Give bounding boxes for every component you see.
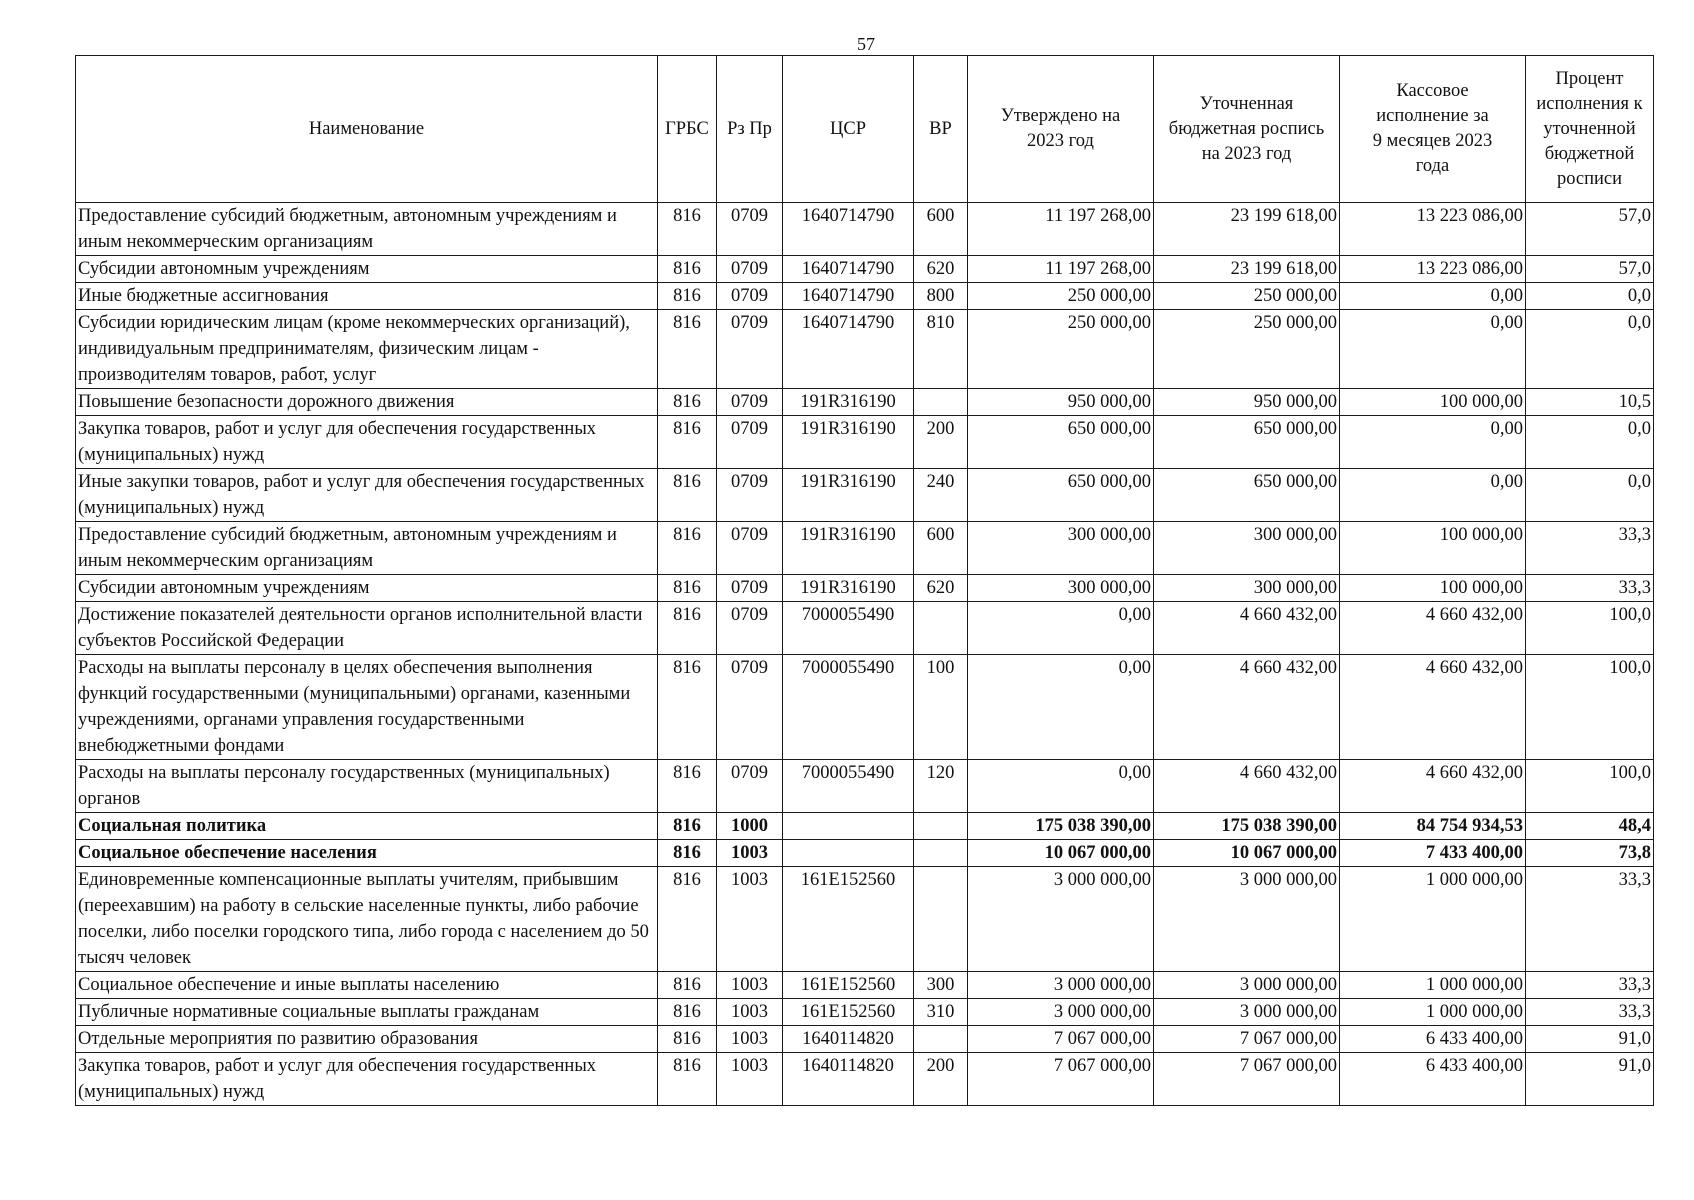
row-cash: 100 000,00 xyxy=(1340,575,1526,602)
row-vr xyxy=(914,867,968,972)
row-name: Предоставление субсидий бюджетным, автономным учреждениям и иным некоммерческим организациям xyxy=(76,203,658,256)
row-cash: 0,00 xyxy=(1340,283,1526,310)
row-cash: 0,00 xyxy=(1340,469,1526,522)
row-approved: 0,00 xyxy=(968,760,1154,813)
row-refined: 650 000,00 xyxy=(1154,416,1340,469)
row-vr xyxy=(914,813,968,840)
row-vr: 600 xyxy=(914,203,968,256)
row-approved: 7 067 000,00 xyxy=(968,1026,1154,1053)
row-name: Предоставление субсидий бюджетным, автономным учреждениям и иным некоммерческим организациям xyxy=(76,522,658,575)
row-name: Повышение безопасности дорожного движения xyxy=(76,389,658,416)
row-rzpr: 0709 xyxy=(717,602,783,655)
row-csr xyxy=(783,813,914,840)
row-csr: 191R316190 xyxy=(783,389,914,416)
table-row xyxy=(76,416,1654,469)
row-grbs: 816 xyxy=(658,840,717,867)
row-grbs: 816 xyxy=(658,1053,717,1106)
row-refined: 250 000,00 xyxy=(1154,283,1340,310)
table-row xyxy=(76,655,1654,760)
row-csr: 161E152560 xyxy=(783,999,914,1026)
row-grbs: 816 xyxy=(658,813,717,840)
row-vr: 240 xyxy=(914,469,968,522)
row-refined: 950 000,00 xyxy=(1154,389,1340,416)
row-csr: 191R316190 xyxy=(783,416,914,469)
row-percent: 0,0 xyxy=(1526,283,1654,310)
row-rzpr: 0709 xyxy=(717,256,783,283)
row-refined: 4 660 432,00 xyxy=(1154,760,1340,813)
row-name: Субсидии автономным учреждениям xyxy=(76,575,658,602)
row-cash: 84 754 934,53 xyxy=(1340,813,1526,840)
row-rzpr: 0709 xyxy=(717,469,783,522)
table-row xyxy=(76,1053,1654,1106)
row-cash: 100 000,00 xyxy=(1340,389,1526,416)
row-percent: 91,0 xyxy=(1526,1053,1654,1106)
row-rzpr: 0709 xyxy=(717,389,783,416)
header-refined: Уточненная бюджетная роспись на 2023 год xyxy=(1154,56,1340,203)
row-grbs: 816 xyxy=(658,602,717,655)
row-refined: 300 000,00 xyxy=(1154,522,1340,575)
row-rzpr: 1000 xyxy=(717,813,783,840)
row-rzpr: 0709 xyxy=(717,760,783,813)
row-vr: 620 xyxy=(914,256,968,283)
row-name: Субсидии юридическим лицам (кроме некоммерческих организаций), индивидуальным предпринимателям, физическим лицам - производителям товаров, работ, услуг xyxy=(76,310,658,389)
row-refined: 23 199 618,00 xyxy=(1154,203,1340,256)
table-row xyxy=(76,972,1654,999)
row-grbs: 816 xyxy=(658,389,717,416)
row-approved: 10 067 000,00 xyxy=(968,840,1154,867)
table-row xyxy=(76,760,1654,813)
row-vr: 100 xyxy=(914,655,968,760)
row-name: Единовременные компенсационные выплаты учителям, прибывшим (переехавшим) на работу в сельские населенные пункты, либо рабочие поселки, либо поселки городского типа, либо города с населением до 50 тысяч человек xyxy=(76,867,658,972)
row-name: Публичные нормативные социальные выплаты гражданам xyxy=(76,999,658,1026)
row-percent: 100,0 xyxy=(1526,655,1654,760)
row-vr: 120 xyxy=(914,760,968,813)
row-rzpr: 1003 xyxy=(717,867,783,972)
header-rzpr: Рз Пр xyxy=(717,56,783,203)
table-row xyxy=(76,522,1654,575)
row-csr: 1640114820 xyxy=(783,1053,914,1106)
row-rzpr: 1003 xyxy=(717,1026,783,1053)
row-cash: 4 660 432,00 xyxy=(1340,655,1526,760)
row-approved: 3 000 000,00 xyxy=(968,972,1154,999)
row-rzpr: 0709 xyxy=(717,522,783,575)
row-name: Социальное обеспечение населения xyxy=(76,840,658,867)
row-percent: 33,3 xyxy=(1526,999,1654,1026)
row-csr: 7000055490 xyxy=(783,602,914,655)
row-approved: 3 000 000,00 xyxy=(968,867,1154,972)
row-vr xyxy=(914,389,968,416)
row-cash: 6 433 400,00 xyxy=(1340,1026,1526,1053)
row-csr: 191R316190 xyxy=(783,575,914,602)
row-percent: 33,3 xyxy=(1526,972,1654,999)
row-rzpr: 0709 xyxy=(717,416,783,469)
row-csr: 191R316190 xyxy=(783,469,914,522)
row-cash: 4 660 432,00 xyxy=(1340,602,1526,655)
header-csr: ЦСР xyxy=(783,56,914,203)
row-csr: 7000055490 xyxy=(783,655,914,760)
row-vr xyxy=(914,602,968,655)
row-vr: 620 xyxy=(914,575,968,602)
row-vr: 310 xyxy=(914,999,968,1026)
row-grbs: 816 xyxy=(658,469,717,522)
row-refined: 3 000 000,00 xyxy=(1154,972,1340,999)
row-grbs: 816 xyxy=(658,760,717,813)
table-row xyxy=(76,575,1654,602)
row-cash: 0,00 xyxy=(1340,310,1526,389)
row-refined: 7 067 000,00 xyxy=(1154,1026,1340,1053)
row-refined: 7 067 000,00 xyxy=(1154,1053,1340,1106)
header-grbs: ГРБС xyxy=(658,56,717,203)
row-csr: 1640714790 xyxy=(783,256,914,283)
row-percent: 0,0 xyxy=(1526,310,1654,389)
row-percent: 0,0 xyxy=(1526,416,1654,469)
row-rzpr: 0709 xyxy=(717,575,783,602)
row-rzpr: 0709 xyxy=(717,203,783,256)
row-refined: 300 000,00 xyxy=(1154,575,1340,602)
row-percent: 33,3 xyxy=(1526,867,1654,972)
row-percent: 73,8 xyxy=(1526,840,1654,867)
row-approved: 650 000,00 xyxy=(968,416,1154,469)
header-approved: Утверждено на 2023 год xyxy=(968,56,1154,203)
row-cash: 6 433 400,00 xyxy=(1340,1053,1526,1106)
row-cash: 0,00 xyxy=(1340,416,1526,469)
row-name: Расходы на выплаты персоналу в целях обеспечения выполнения функций государственными (муниципальными) органами, казенными учреждениями, органами управления государственными внебюджетными фондами xyxy=(76,655,658,760)
row-vr xyxy=(914,840,968,867)
row-percent: 100,0 xyxy=(1526,760,1654,813)
row-approved: 11 197 268,00 xyxy=(968,203,1154,256)
row-refined: 4 660 432,00 xyxy=(1154,655,1340,760)
row-grbs: 816 xyxy=(658,203,717,256)
row-vr: 600 xyxy=(914,522,968,575)
row-cash: 100 000,00 xyxy=(1340,522,1526,575)
row-grbs: 816 xyxy=(658,655,717,760)
row-grbs: 816 xyxy=(658,256,717,283)
row-refined: 3 000 000,00 xyxy=(1154,867,1340,972)
row-cash: 13 223 086,00 xyxy=(1340,203,1526,256)
row-cash: 13 223 086,00 xyxy=(1340,256,1526,283)
row-refined: 650 000,00 xyxy=(1154,469,1340,522)
row-grbs: 816 xyxy=(658,522,717,575)
row-vr: 300 xyxy=(914,972,968,999)
row-rzpr: 1003 xyxy=(717,972,783,999)
row-rzpr: 1003 xyxy=(717,999,783,1026)
row-name: Субсидии автономным учреждениям xyxy=(76,256,658,283)
row-approved: 175 038 390,00 xyxy=(968,813,1154,840)
row-grbs: 816 xyxy=(658,1026,717,1053)
header-name: Наименование xyxy=(76,56,658,203)
row-grbs: 816 xyxy=(658,416,717,469)
table-row xyxy=(76,283,1654,310)
table-row xyxy=(76,389,1654,416)
row-rzpr: 1003 xyxy=(717,840,783,867)
row-refined: 10 067 000,00 xyxy=(1154,840,1340,867)
row-percent: 0,0 xyxy=(1526,469,1654,522)
row-csr: 191R316190 xyxy=(783,522,914,575)
row-percent: 48,4 xyxy=(1526,813,1654,840)
row-percent: 100,0 xyxy=(1526,602,1654,655)
row-approved: 300 000,00 xyxy=(968,522,1154,575)
row-rzpr: 0709 xyxy=(717,655,783,760)
row-approved: 300 000,00 xyxy=(968,575,1154,602)
row-vr: 810 xyxy=(914,310,968,389)
row-name: Отдельные мероприятия по развитию образования xyxy=(76,1026,658,1053)
page-number: 57 xyxy=(857,34,875,54)
row-refined: 3 000 000,00 xyxy=(1154,999,1340,1026)
row-vr xyxy=(914,1026,968,1053)
row-csr xyxy=(783,840,914,867)
row-grbs: 816 xyxy=(658,867,717,972)
row-approved: 950 000,00 xyxy=(968,389,1154,416)
row-approved: 3 000 000,00 xyxy=(968,999,1154,1026)
table-header-row xyxy=(76,56,1654,203)
row-percent: 57,0 xyxy=(1526,256,1654,283)
table-row xyxy=(76,1026,1654,1053)
row-csr: 1640714790 xyxy=(783,310,914,389)
row-refined: 4 660 432,00 xyxy=(1154,602,1340,655)
row-vr: 200 xyxy=(914,416,968,469)
row-vr: 800 xyxy=(914,283,968,310)
table-row xyxy=(76,203,1654,256)
row-name: Закупка товаров, работ и услуг для обеспечения государственных (муниципальных) нужд xyxy=(76,1053,658,1106)
row-percent: 57,0 xyxy=(1526,203,1654,256)
row-percent: 33,3 xyxy=(1526,575,1654,602)
row-approved: 0,00 xyxy=(968,655,1154,760)
table-row xyxy=(76,813,1654,840)
row-percent: 91,0 xyxy=(1526,1026,1654,1053)
row-approved: 650 000,00 xyxy=(968,469,1154,522)
row-cash: 1 000 000,00 xyxy=(1340,972,1526,999)
row-approved: 11 197 268,00 xyxy=(968,256,1154,283)
row-cash: 4 660 432,00 xyxy=(1340,760,1526,813)
table-row xyxy=(76,256,1654,283)
row-refined: 250 000,00 xyxy=(1154,310,1340,389)
row-csr: 1640714790 xyxy=(783,283,914,310)
row-name: Социальное обеспечение и иные выплаты населению xyxy=(76,972,658,999)
row-grbs: 816 xyxy=(658,999,717,1026)
row-rzpr: 0709 xyxy=(717,283,783,310)
row-name: Социальная политика xyxy=(76,813,658,840)
row-approved: 250 000,00 xyxy=(968,283,1154,310)
row-grbs: 816 xyxy=(658,972,717,999)
row-name: Расходы на выплаты персоналу государственных (муниципальных) органов xyxy=(76,760,658,813)
row-percent: 33,3 xyxy=(1526,522,1654,575)
row-grbs: 816 xyxy=(658,575,717,602)
row-name: Достижение показателей деятельности органов исполнительной власти субъектов Российской Федерации xyxy=(76,602,658,655)
row-approved: 250 000,00 xyxy=(968,310,1154,389)
row-name: Иные закупки товаров, работ и услуг для обеспечения государственных (муниципальных) нужд xyxy=(76,469,658,522)
row-approved: 0,00 xyxy=(968,602,1154,655)
row-cash: 1 000 000,00 xyxy=(1340,867,1526,972)
budget-table xyxy=(75,55,1654,1106)
row-percent: 10,5 xyxy=(1526,389,1654,416)
row-csr: 1640114820 xyxy=(783,1026,914,1053)
table-row xyxy=(76,840,1654,867)
row-refined: 175 038 390,00 xyxy=(1154,813,1340,840)
row-rzpr: 1003 xyxy=(717,1053,783,1106)
row-csr: 1640714790 xyxy=(783,203,914,256)
row-name: Закупка товаров, работ и услуг для обеспечения государственных (муниципальных) нужд xyxy=(76,416,658,469)
row-approved: 7 067 000,00 xyxy=(968,1053,1154,1106)
row-grbs: 816 xyxy=(658,283,717,310)
row-name: Иные бюджетные ассигнования xyxy=(76,283,658,310)
table-row xyxy=(76,469,1654,522)
row-cash: 7 433 400,00 xyxy=(1340,840,1526,867)
row-vr: 200 xyxy=(914,1053,968,1106)
table-row xyxy=(76,867,1654,972)
row-cash: 1 000 000,00 xyxy=(1340,999,1526,1026)
row-csr: 161E152560 xyxy=(783,867,914,972)
table-row xyxy=(76,999,1654,1026)
header-vr: ВР xyxy=(914,56,968,203)
header-cash: Кассовое исполнение за 9 месяцев 2023 года xyxy=(1340,56,1526,203)
header-percent: Процент исполнения к уточненной бюджетной росписи xyxy=(1526,56,1654,203)
row-grbs: 816 xyxy=(658,310,717,389)
row-rzpr: 0709 xyxy=(717,310,783,389)
table-row xyxy=(76,602,1654,655)
row-refined: 23 199 618,00 xyxy=(1154,256,1340,283)
row-csr: 7000055490 xyxy=(783,760,914,813)
row-csr: 161E152560 xyxy=(783,972,914,999)
table-row xyxy=(76,310,1654,389)
